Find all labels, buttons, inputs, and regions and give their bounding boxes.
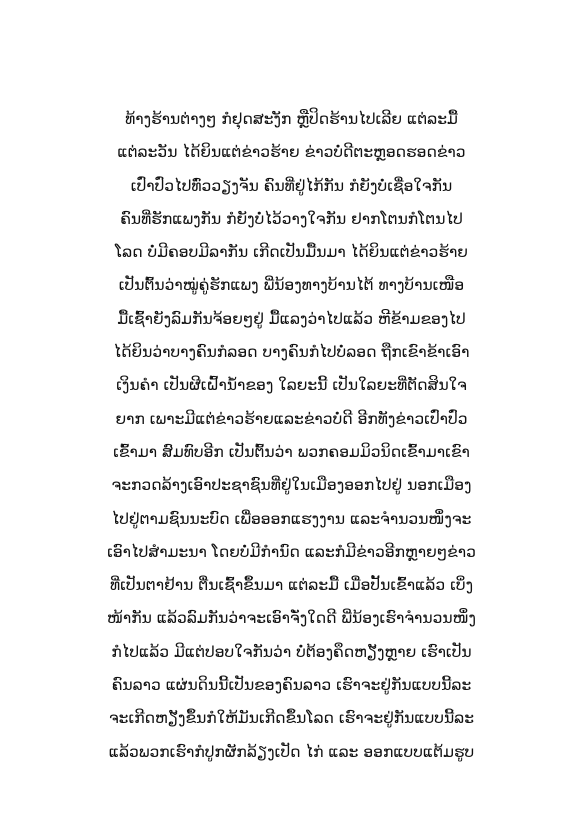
text-line: ໄປຢູ່ຕາມຊົນນະບົດ ເພື່ອອອກແຮງງານ ແລະຈຳນວນໜຶ່ງຈະ xyxy=(111,509,472,528)
text-line: ເຂົ້າມາ ສົມທົບອີກ ເປັນຕົ້ນວ່າ ພວກຄອມມິວນິດເຂົ້າມາເຂົາ xyxy=(113,442,470,461)
text-line: ໄດ້ຍິນວ່າບາງຄົນກໍລອດ ບາງຄົນກໍໄປບໍ່ລອດ ຖືກເຂົາຂ້າເອົາ xyxy=(113,343,470,362)
text-line: ຈະເກີດຫຽັງຂຶ້ນກໍໃຫ້ມັນເກີດຂຶ້ນໂລດ ເຮົາຈະຢູ່ກັນແບບນີ້ລະ xyxy=(108,709,475,728)
text-line: ຍາກ ເພາະມີແຕ່ຂ່າວຮ້າຍແລະຂ່າວບໍ່ດີ ອີກທັງຂ່າວເປົ່າປົ່ວ xyxy=(115,409,468,428)
text-line: ທີ່ເປັນຕາຢ້ານ ຕື່ນເຊົ້າຂຶ້ນມາ ແຕ່ລະມື້ ເມື່ອປັ້ນເຂົ້າແລ້ວ ເບິ່ງ xyxy=(109,576,474,595)
text-line: ເປັນຕົ້ນວ່າໝູ່ຄູ່ຮັກແພງ ພີ່ນ້ອງທາງບ້ານໄຕ້ ທາງບ້ານເໜືອ xyxy=(118,276,465,295)
text-line: ເອົາໄປສຳມະນາ ໂດຍບໍ່ມີກຳນົດ ແລະກໍມີຂ່າວອີກຫຼາຍໆຂ່າວ xyxy=(107,542,476,561)
text-line: ເປົ່າປົ່ວໄປທົ່ວວຽງຈັນ ຄົນທີ່ຢູ່ໄກ້ກັນ ກໍຍັງບໍ່ເຊື່ອໃຈກັນ xyxy=(130,176,453,195)
text-line: ທ້າງຮ້ານຕ່າງໆ ກໍຢຸດສະງັກ ຫຼືປິດຮ້ານໄປເລີຍ ແຕ່ລະມື້ xyxy=(125,110,458,128)
text-line: ຄົນລາວ ແຜ່ນດິນນີ້ເປັນຂອງຄົນລາວ ເຮົາຈະຢູ່ກັນແບບນີ້ລະ xyxy=(111,676,472,695)
text-line: ໂລດ ບໍ່ມີຄອບມີລາກັນ ເກີດເປັນມື້ນມາ ໄດ້ຍິນແຕ່ຂ່າວຮ້າຍ xyxy=(115,243,468,262)
text-line: ແຕ່ລະວັນ ໄດ້ຍິນແຕ່ຂ່າວຮ້າຍ ຂ່າວບໍ່ດີຕະຫຼອດຮອດຂ່າວ xyxy=(117,143,466,162)
text-line: ໜ້າກັນ ແລ້ວລົມກັນວ່າຈະເອົາຈັ່ງໃດດີ ພີ່ນ້ອງເຮົາຈຳນວນໜຶ່ງ xyxy=(106,609,477,628)
text-line: ມື້ເຊົ້າຍັງລົມກັນຈ້ອຍໆຢູ່ ມື້ແລງວ່າໄປແລ້ວ ຫີຂ້າມຂອງໄປ xyxy=(117,309,466,328)
text-line: ຈະກວດລ້າງເອົາປະຊາຊົນທີ່ຢູ່ໃນເມືອງອອກໄປຢູ່ ນອກເມືອງ xyxy=(111,476,472,495)
text-line: ຄົນທີ່ຮັກແພງກັນ ກໍຍັງບໍ່ໄວ້ວາງໃຈກັນ ຢາກໂຕນກໍໂຕນໄປ xyxy=(120,209,463,228)
text-line: ແລ້ວພວກເຮົາກໍປູກຜັກລ້ຽງເປັດ ໄກ່ ແລະ ອອກແບບແຕ້ມຮູບ xyxy=(108,742,475,761)
body-text xyxy=(60,103,523,769)
text-line: ເງິນຄຳ ເປັນຜີເຝົ້ານ້ຳຂອງ ໃລຍະນີ້ ເປັນໃລຍະທີ່ຕັດສິນໃຈ xyxy=(116,376,467,395)
text-line: ກໍໄປແລ້ວ ມີແຕ່ປອບໃຈກັນວ່າ ບໍ່ຕ້ອງຄຶດຫຽັງຫຼາຍ ເຮົາເປັນ xyxy=(111,642,472,661)
